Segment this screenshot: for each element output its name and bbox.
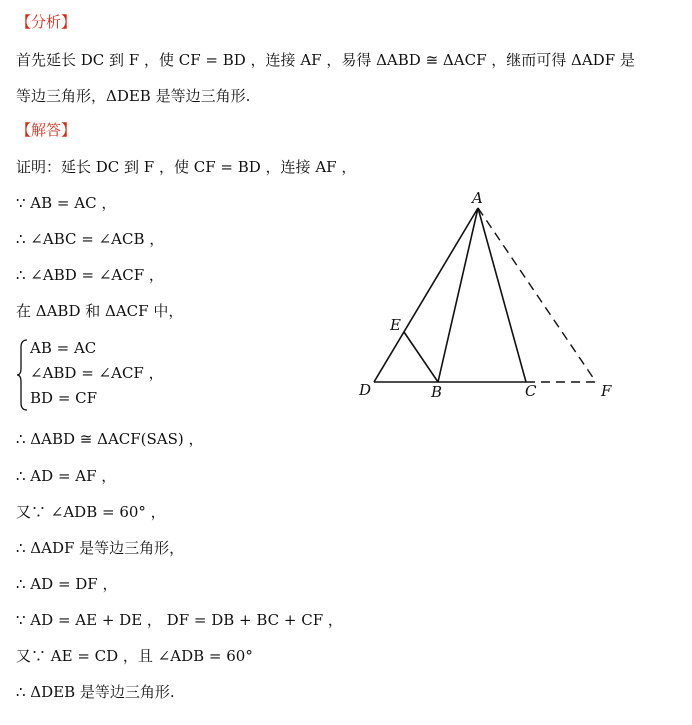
segment-EB (404, 332, 438, 382)
vertex-label-F: F (601, 382, 612, 400)
vertex-label-D: D (359, 381, 372, 399)
segment-AF-dashed (478, 208, 596, 382)
proof-line: ∵ AD = AE + DE ， DF = DB + BC + CF ， (16, 611, 343, 629)
vertex-label-A: A (472, 189, 483, 207)
analysis-line-1: 首先延长 DC 到 F ，使 CF = BD ，连接 AF ，易得 ΔABD ≅ ΔACF ，继而可得 ΔADF 是 (16, 51, 635, 69)
left-brace-icon (16, 338, 30, 412)
proof-line: ∴ ΔABD ≅ ΔACF(SAS) ， (16, 430, 204, 448)
proof-line: ∴ ΔADF 是等边三角形， (16, 539, 185, 557)
solution-heading: 【解答】 (16, 121, 77, 139)
proof-line: ∴ AD = DF ， (16, 575, 118, 593)
proof-line: 证明：延长 DC 到 F ，使 CF = BD ，连接 AF ， (16, 158, 357, 176)
proof-line: 在 ΔABD 和 ΔACF 中， (16, 302, 184, 320)
proof-line: 又∵ AE = CD ，且 ∠ADB = 60° (16, 647, 253, 665)
vertex-label-B: B (431, 383, 443, 401)
analysis-heading: 【分析】 (16, 13, 77, 31)
proof-line: 又∵ ∠ADB = 60° ， (16, 503, 166, 521)
equation-system (16, 338, 216, 412)
proof-line: ∴ ∠ABC = ∠ACB ， (16, 230, 165, 248)
system-line: BD = CF (30, 389, 98, 407)
geometry-figure (350, 186, 630, 406)
vertex-label-C: C (525, 382, 537, 400)
proof-line: ∵ AB = AC ， (16, 194, 117, 212)
system-line: AB = AC (30, 339, 97, 357)
analysis-line-2: 等边三角形，ΔDEB 是等边三角形. (16, 87, 251, 105)
proof-line: ∴ AD = AF ， (16, 467, 117, 485)
proof-line: ∴ ∠ABD = ∠ACF ， (16, 266, 164, 284)
vertex-label-E: E (390, 316, 401, 334)
proof-line: ∴ ΔDEB 是等边三角形. (16, 683, 175, 701)
segment-AC (478, 208, 526, 382)
system-line: ∠ABD = ∠ACF ， (30, 364, 164, 382)
segment-AD (374, 208, 478, 382)
segment-AB (438, 208, 478, 382)
